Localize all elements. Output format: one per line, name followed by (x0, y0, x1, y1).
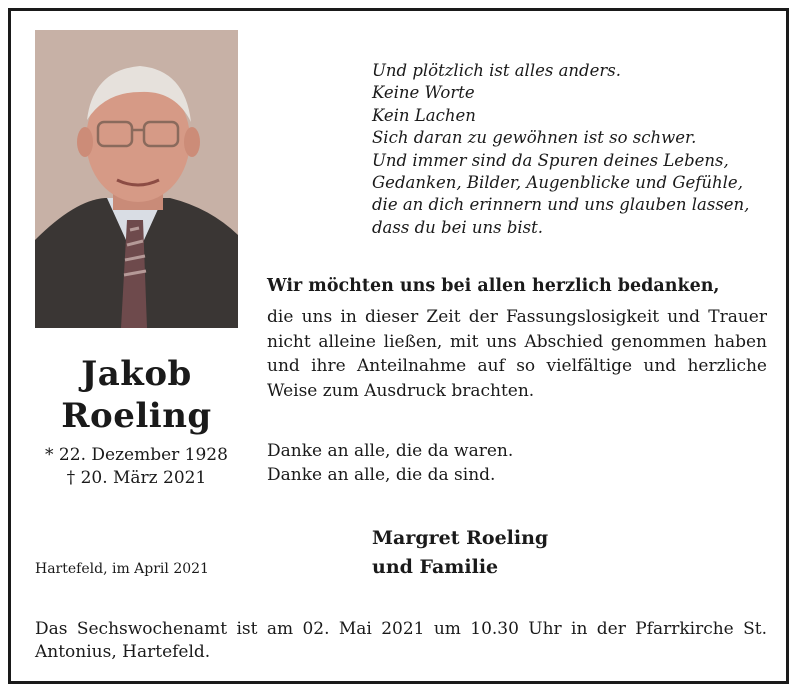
poem-line: Und plötzlich ist alles anders. (372, 61, 621, 80)
poem-line: dass du bei uns bist. (372, 217, 544, 237)
poem-line: Gedanken, Bilder, Augenblicke und Gefühle, (372, 173, 743, 193)
poem-line: die an dich erinnern und uns glauben lassen, (372, 195, 750, 215)
thanks-heading: Wir möchten uns bei allen herzlich bedanken, (267, 276, 720, 296)
signature-family: und Familie (372, 556, 499, 578)
poem-line: Kein Lachen (372, 105, 476, 125)
poem (372, 60, 749, 239)
thanks-line-2: Danke an alle, die da sind. (267, 465, 496, 485)
signature-name: Margret Roeling (372, 527, 549, 549)
poem-line: Keine Worte (372, 83, 475, 103)
last-name: Roeling (61, 396, 212, 436)
poem-line: Und immer sind da Spuren deines Lebens, (372, 150, 729, 170)
place-and-date: Hartefeld, im April 2021 (35, 561, 209, 577)
first-name: Jakob (81, 354, 192, 394)
thanks-line-1: Danke an alle, die da waren. (267, 441, 514, 461)
death-date: † 20. März 2021 (66, 468, 207, 488)
portrait-photo (35, 30, 238, 328)
birth-date: * 22. Dezember 1928 (45, 445, 228, 465)
thanks-body: die uns in dieser Zeit der Fassungslosigkeit und Trauer nicht alleine ließen, mit uns Abschied genommen haben und ihre Anteilnahme auf so vielfältige und herzliche Weise zum Ausdruck brachten. (267, 307, 767, 402)
mass-notice: Das Sechswochenamt ist am 02. Mai 2021 um 10.30 Uhr in der Pfarrkirche St. Antonius, Hartefeld. (35, 619, 767, 662)
poem-line: Sich daran zu gewöhnen ist so schwer. (372, 128, 697, 148)
